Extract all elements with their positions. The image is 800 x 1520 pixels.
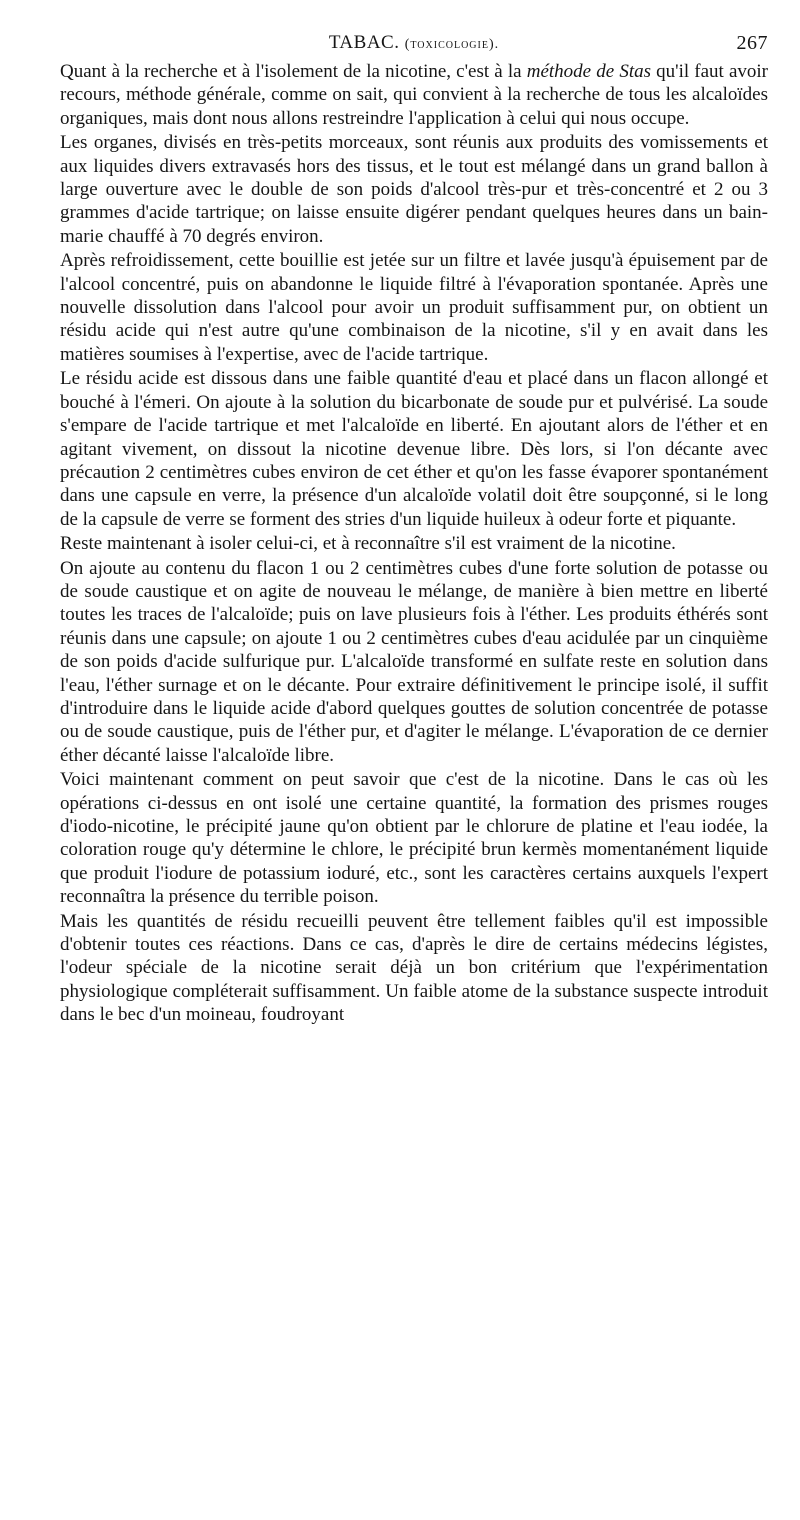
running-title — [60, 32, 768, 54]
running-title-main: TABAC. — [328, 32, 400, 53]
page-number: 267 — [736, 32, 768, 54]
running-title-subtitle: (toxicologie). — [404, 37, 500, 52]
paragraph-stas-method — [60, 60, 768, 130]
paragraph-text-after: qu'il faut avoir recours, méthode générale, comme on sait, qui convient à la recherche de tous les alcaloïdes organiques, mais dont nous allons restreindre l'application à celui qui nous occupe. — [60, 61, 768, 129]
paragraph-identification: Voici maintenant comment on peut savoir que c'est de la nicotine. Dans le cas où les opérations ci-dessus en ont isolé une certaine quantité, la formation des prismes rouges d'iodo-nicotine, le précipité jaune qu'on obtient par le chlorure de platine et l'eau iodée, la coloration rouge qu'y détermine le chlore, le précipité brun kermès momentanément liquide que produit l'iodure de potassium ioduré, etc., sont les caractères certains auxquels l'expert reconnaîtra la présence du terrible poison. — [60, 769, 768, 908]
paragraph-potash: On ajoute au contenu du flacon 1 ou 2 centimètres cubes d'une forte solution de potasse ou de soude caustique et on agite de nouveau le mélange, de manière à bien mettre en liberté toutes les traces de l'alcaloïde; puis on lave plusieurs fois à l'éther. Les produits éthérés sont réunis dans une capsule; on ajoute 1 ou 2 centimètres cubes d'eau acidulée par un cinquième de son poids d'acide sulfurique pur. L'alcaloïde transformé en sulfate reste en solution dans l'eau, l'éther surnage et on le décante. Pour extraire définitivement le principe isolé, il suffit d'introduire dans le liquide acide d'abord quelques gouttes de solution concentrée de potasse ou de soude caustique, puis de l'éther pur, et d'agiter le mélange. L'évaporation de ce dernier éther décanté laisse l'alcaloïde libre. — [60, 557, 768, 766]
paragraph-cooling: Après refroidissement, cette bouillie est jetée sur un filtre et lavée jusqu'à épuisement par de l'alcool concentré, puis on abandonne le liquide filtré à l'évaporation spontanée. Après une nouvelle dissolution dans l'alcool pour avoir un produit suffisamment pur, on obtient un résidu acide qui n'est autre qu'une combinaison de la nicotine, s'il y en avait dans les matières soumises à l'expertise, avec de l'acide tartrique. — [60, 250, 768, 365]
method-name-emphasis: méthode de Stas — [526, 61, 651, 82]
paragraph-text-before: Quant à la recherche et à l'isolement de la nicotine, c'est à la — [60, 61, 527, 82]
book-page — [60, 28, 768, 1027]
paragraph-acid-residue: Le résidu acide est dissous dans une faible quantité d'eau et placé dans un flacon allongé et bouché à l'émeri. On ajoute à la solution du bicarbonate de soude pur et pulvérisé. La soude s'empare de l'acide tartrique et met l'alcaloïde en liberté. En ajoutant alors de l'éther et en agitant vivement, on dissout la nicotine devenue libre. Dès lors, si l'on décante avec précaution 2 centimètres cubes environ de cet éther et qu'on les fasse évaporer spontanément dans une capsule en verre, la présence d'un alcaloïde volatil doit être soupçonné, si le long de la capsule de verre se forment des stries d'un liquide huileux à odeur forte et piquante. — [60, 368, 768, 530]
paragraph-isolation: Reste maintenant à isoler celui-ci, et à reconnaître s'il est vraiment de la nicotine. — [60, 533, 676, 555]
body-text — [60, 60, 768, 1027]
running-head — [60, 28, 768, 58]
paragraph-physiological-test: Mais les quantités de résidu recueilli peuvent être tellement faibles qu'il est impossible d'obtenir toutes ces réactions. Dans ce cas, d'après le dire de certains médecins légistes, l'odeur spéciale de la nicotine serait déjà un bon critérium que l'expérimentation physiologique compléterait suffisamment. Un faible atome de la substance suspecte introduit dans le bec d'un moineau, foudroyant — [60, 910, 768, 1026]
paragraph-organs: Les organes, divisés en très-petits morceaux, sont réunis aux produits des vomissements et aux liquides divers extravasés hors des tissus, et le tout est mélangé dans un grand ballon à large ouverture avec le double de son poids d'alcool très-pur et très-concentré et 2 ou 3 grammes d'acide tartrique; on laisse ensuite digérer pendant quelques heures dans un bain-marie chauffé à 70 degrés environ. — [60, 132, 768, 247]
